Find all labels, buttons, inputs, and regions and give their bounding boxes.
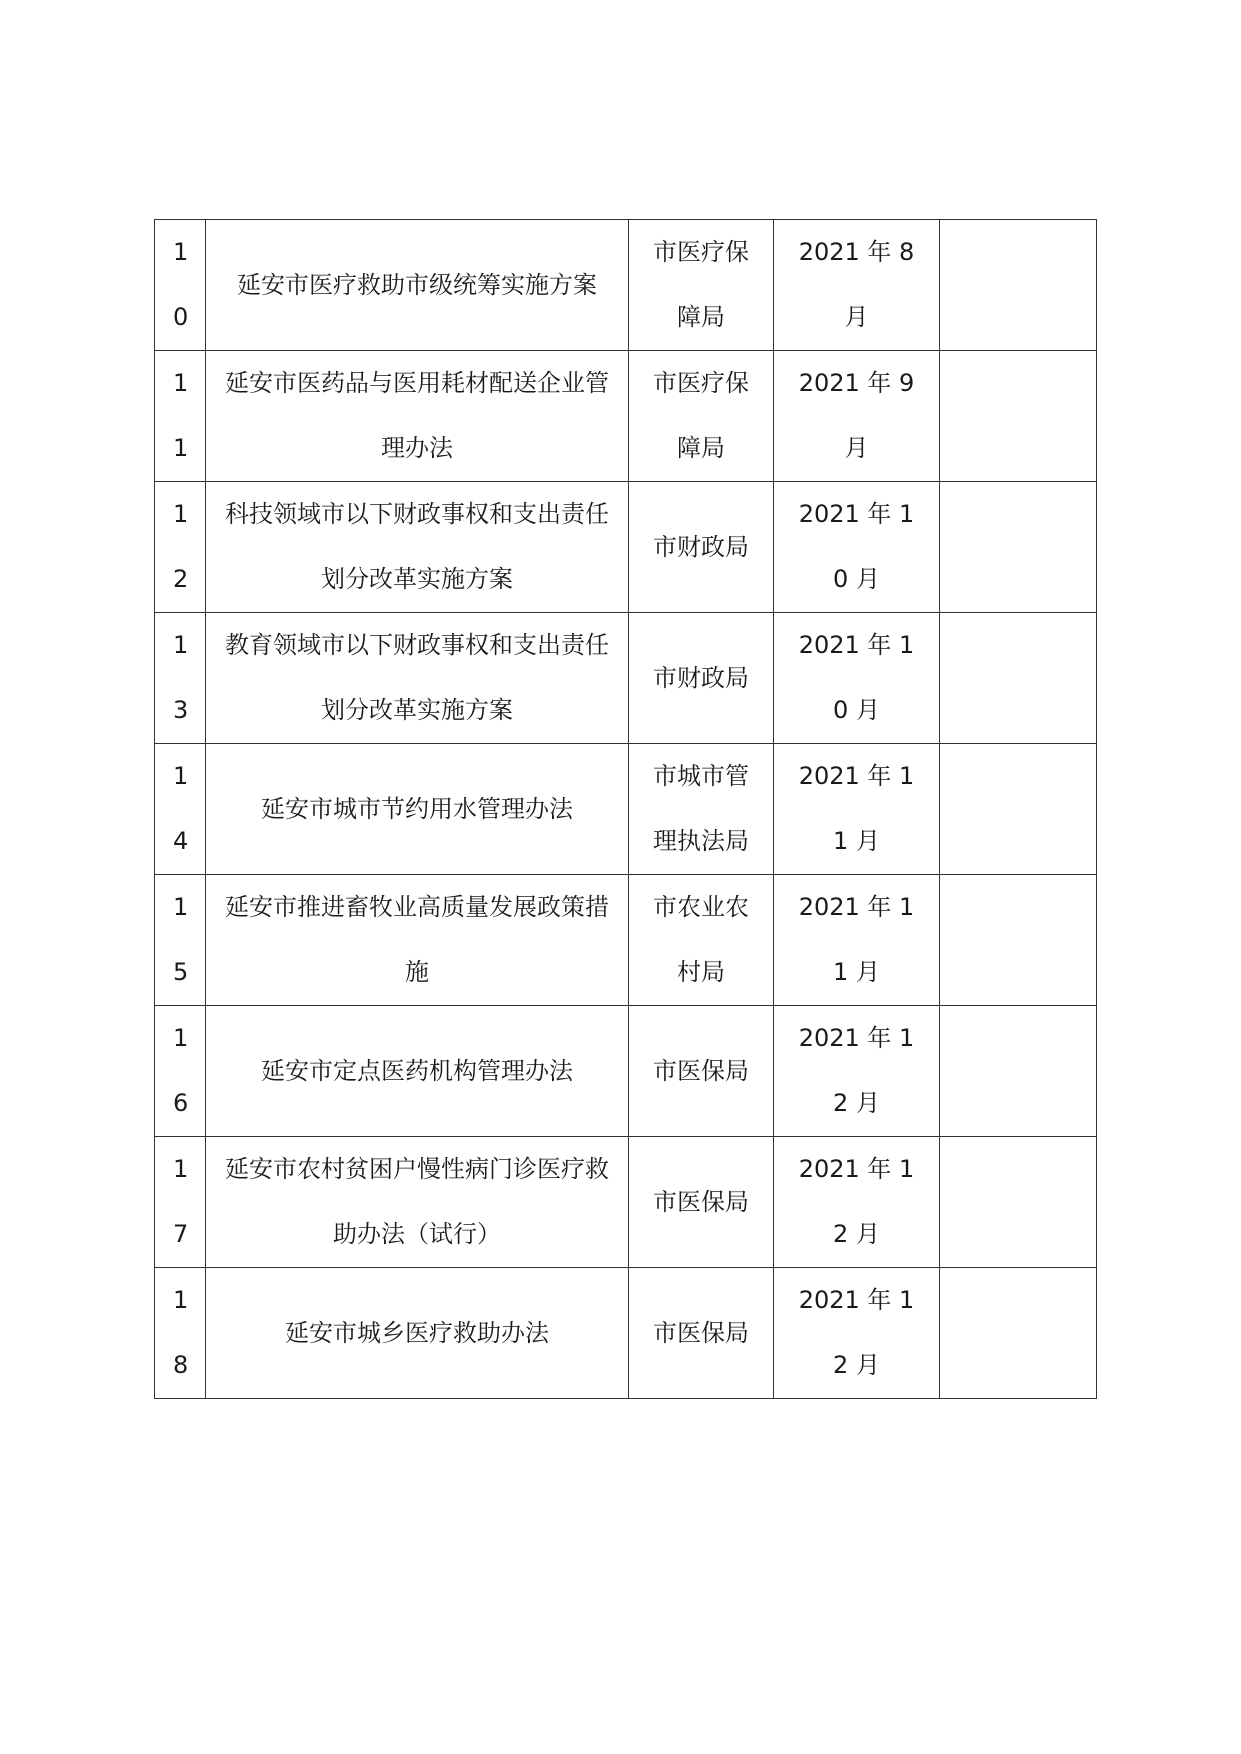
completion-date: 2021 年 12 月 (774, 1006, 940, 1137)
row-number: 14 (155, 744, 206, 875)
row-number: 10 (155, 220, 206, 351)
remarks (940, 1137, 1097, 1268)
remarks (940, 875, 1097, 1006)
row-number: 11 (155, 351, 206, 482)
policy-schedule-table (154, 219, 1097, 1399)
document-title: 教育领域市以下财政事权和支出责任划分改革实施方案 (206, 613, 629, 744)
responsible-department: 市医保局 (629, 1268, 774, 1399)
row-number: 17 (155, 1137, 206, 1268)
table-row (155, 875, 1097, 1006)
row-number: 16 (155, 1006, 206, 1137)
document-title: 延安市城乡医疗救助办法 (206, 1268, 629, 1399)
completion-date: 2021 年 12 月 (774, 1137, 940, 1268)
remarks (940, 744, 1097, 875)
responsible-department: 市医疗保障局 (629, 220, 774, 351)
row-number: 15 (155, 875, 206, 1006)
remarks (940, 613, 1097, 744)
responsible-department: 市城市管理执法局 (629, 744, 774, 875)
responsible-department: 市财政局 (629, 613, 774, 744)
remarks (940, 1268, 1097, 1399)
responsible-department: 市财政局 (629, 482, 774, 613)
table-row (155, 1137, 1097, 1268)
completion-date: 2021 年 10 月 (774, 613, 940, 744)
completion-date: 2021 年 10 月 (774, 482, 940, 613)
completion-date: 2021 年 12 月 (774, 1268, 940, 1399)
document-title: 延安市城市节约用水管理办法 (206, 744, 629, 875)
completion-date: 2021 年 11 月 (774, 875, 940, 1006)
responsible-department: 市医保局 (629, 1006, 774, 1137)
completion-date: 2021 年 8 月 (774, 220, 940, 351)
table-row (155, 1268, 1097, 1399)
completion-date: 2021 年 11 月 (774, 744, 940, 875)
remarks (940, 1006, 1097, 1137)
table-row (155, 613, 1097, 744)
table-row (155, 744, 1097, 875)
table-row (155, 482, 1097, 613)
document-title: 延安市定点医药机构管理办法 (206, 1006, 629, 1137)
table-row (155, 1006, 1097, 1137)
responsible-department: 市医保局 (629, 1137, 774, 1268)
document-title: 延安市医药品与医用耗材配送企业管理办法 (206, 351, 629, 482)
document-title: 延安市医疗救助市级统筹实施方案 (206, 220, 629, 351)
document-title: 延安市农村贫困户慢性病门诊医疗救助办法（试行） (206, 1137, 629, 1268)
row-number: 13 (155, 613, 206, 744)
completion-date: 2021 年 9 月 (774, 351, 940, 482)
remarks (940, 220, 1097, 351)
document-title: 科技领域市以下财政事权和支出责任划分改革实施方案 (206, 482, 629, 613)
table-row (155, 351, 1097, 482)
row-number: 12 (155, 482, 206, 613)
remarks (940, 482, 1097, 613)
responsible-department: 市医疗保障局 (629, 351, 774, 482)
remarks (940, 351, 1097, 482)
table-row (155, 220, 1097, 351)
responsible-department: 市农业农村局 (629, 875, 774, 1006)
document-title: 延安市推进畜牧业高质量发展政策措施 (206, 875, 629, 1006)
row-number: 18 (155, 1268, 206, 1399)
